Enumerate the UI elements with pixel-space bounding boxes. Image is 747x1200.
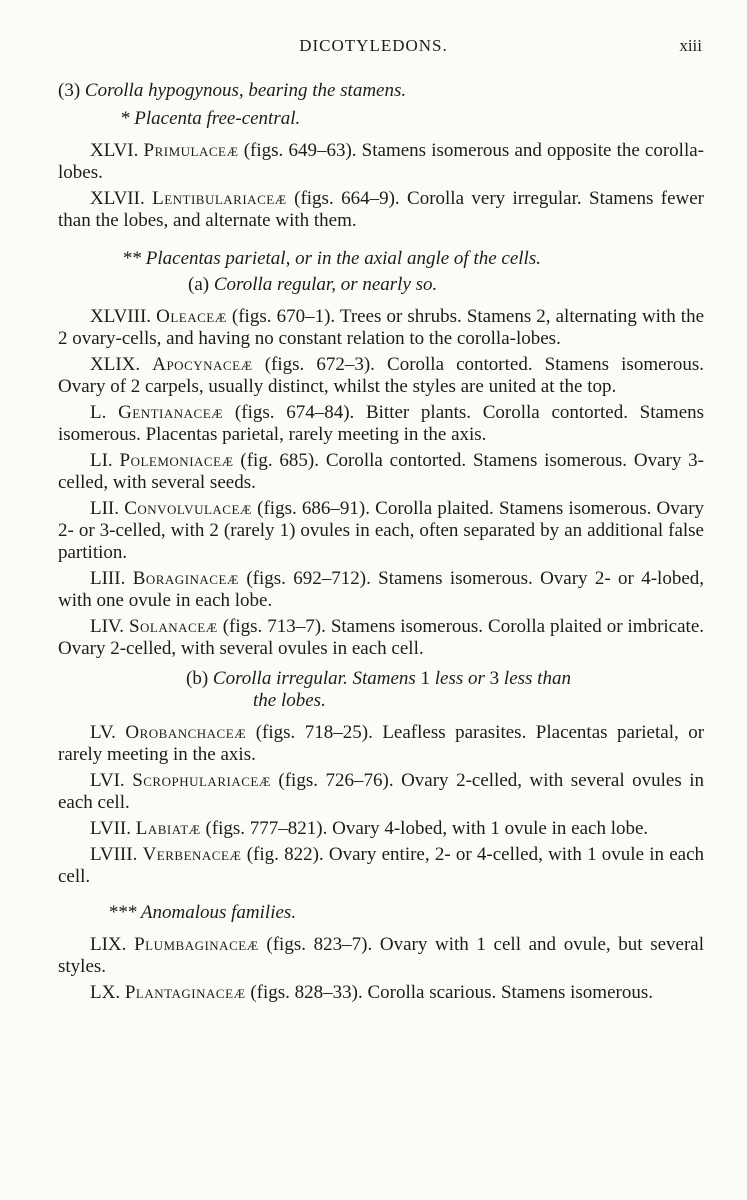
family-name: Solanaceæ [128,616,218,637]
heading-text: Corolla hypogynous, bearing the stamens. [84,80,407,101]
page-number: xiii [679,36,702,55]
running-title: DICOTYLEDONS. [299,36,448,55]
entry-number: LIV. [90,616,124,637]
entry-text: (figs. 718–25). Leafless parasites. Placentas parietal, or rarely meeting in the axis. [58,722,705,765]
heading-text-stamens: Stamens [352,668,416,689]
entry-text: (figs. 664–9). Corolla very irregular. Stamens fewer than the lobes, and alternate with them. [58,188,705,231]
family-name: Gentianaceæ [118,402,224,423]
heading-number: (a) [188,274,210,295]
entry-number: LVIII. [90,844,138,865]
entry-text: (fig. 685). Corolla contorted. Stamens isomerous. Ovary 3-celled, with several seeds. [58,450,704,493]
entry-text: (figs. 828–33). Corolla scarious. Stamens isomerous. [250,982,653,1003]
heading-placenta-free-central: * Placenta free-central. [120,108,301,129]
heading-corolla-regular [58,274,704,296]
family-entry [58,818,704,840]
entry-number: LVII. [90,818,131,839]
heading-text-less-or: less or [434,668,485,689]
family-entry [58,770,704,814]
entry-number: LIII. [90,568,126,589]
entry-number: L. [90,402,107,423]
heading-count-three: 3 [489,668,500,689]
entry-number: LII. [90,498,120,519]
family-name: Polemoniaceæ [119,450,234,471]
entry-text: (figs. 692–712). Stamens isomerous. Ovary 2- or 4-lobed, with one ovule in each lobe. [58,568,705,611]
entry-number: XLVI. [90,140,139,161]
heading-number: (b) [186,668,209,689]
heading-placentas-parietal: ** Placentas parietal, or in the axial angle of the cells. [122,248,541,269]
family-entry [58,934,704,978]
family-name: Primulaceæ [143,140,239,161]
entry-number: XLVII. [90,188,145,209]
family-entry [58,616,704,660]
family-name: Plumbaginaceæ [134,934,259,955]
entry-text: (figs. 670–1). Trees or shrubs. Stamens 2, alternating with the 2 ovary-cells, and having no constant relation to the corolla-lobes. [58,306,705,349]
entry-number: LI. [90,450,113,471]
page-header [0,36,747,58]
family-entry [58,402,704,446]
heading-text-less-than: less than [503,668,571,689]
family-entry [58,450,704,494]
heading-corolla-hypogynous [58,80,704,102]
entry-text: (fig. 822). Ovary entire, 2- or 4-celled, with 1 ovule in each cell. [58,844,705,887]
heading-number: (3) [58,80,81,101]
family-name: Orobanchaceæ [125,722,247,743]
family-entry [58,498,704,564]
page-body [58,80,704,1004]
heading-corolla-irregular [58,668,704,712]
family-name: Lentibulariaceæ [152,188,287,209]
family-name: Plantaginaceæ [124,982,246,1003]
family-name: Boraginaceæ [132,568,239,589]
entry-text: (figs. 777–821). Ovary 4-lobed, with 1 ovule in each lobe. [205,818,649,839]
entry-number: LVI. [90,770,125,791]
entry-number: LIX. [90,934,127,955]
family-name: Apocynaceæ [152,354,253,375]
family-entry [58,354,704,398]
entry-text: (figs. 674–84). Bitter plants. Corolla contorted. Stamens isomerous. Placentas parietal, rarely meeting in the axis. [58,402,705,445]
family-entry [58,140,704,184]
family-name: Convolvulaceæ [124,498,252,519]
family-name: Scrophulariaceæ [132,770,271,791]
family-entry [58,722,704,766]
heading-text: Corolla regular, or nearly so. [213,274,438,295]
entry-text: (figs. 649–63). Stamens isomerous and opposite the corolla-lobes. [58,140,705,183]
entry-text: (figs. 672–3). Corolla contorted. Stamens isomerous. Ovary of 2 carpels, usually distinct, whilst the styles are united at the top. [58,354,705,397]
family-name: Labiatæ [135,818,201,839]
family-entry [58,188,704,232]
entry-text: (figs. 726–76). Ovary 2-celled, with several ovules in each cell. [58,770,704,813]
family-name: Verbenaceæ [142,844,242,865]
family-entry [58,568,704,612]
entry-number: XLIX. [90,354,141,375]
entry-number: XLVIII. [90,306,152,327]
entry-text: (figs. 823–7). Ovary with 1 cell and ovule, but several styles. [58,934,705,977]
family-entry [58,306,704,350]
family-entry [58,982,704,1004]
heading-anomalous-families: *** Anomalous families. [108,902,297,923]
entry-text: (figs. 713–7). Stamens isomerous. Corolla plaited or imbricate. Ovary 2-celled, with several ovules in each cell. [58,616,705,659]
family-name: Oleaceæ [156,306,227,327]
heading-count-one: 1 [420,668,431,689]
family-entry [58,844,704,888]
entry-number: LX. [90,982,121,1003]
entry-text: (figs. 686–91). Corolla plaited. Stamens isomerous. Ovary 2- or 3-celled, with 2 (rarely 1) ovules in each, often separated by an additional false partition. [58,498,705,563]
heading-text-line2: the lobes. [253,690,326,711]
entry-number: LV. [90,722,116,743]
heading-text: Corolla irregular. [212,668,348,689]
